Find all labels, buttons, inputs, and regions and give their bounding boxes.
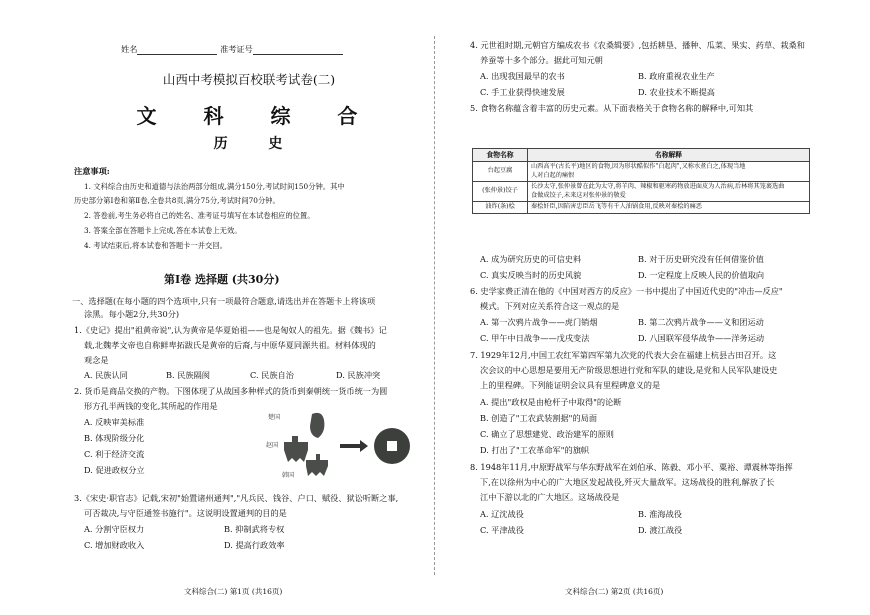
table-header: 食物名称 (473, 149, 528, 162)
q6-option-c: C. 甲午中日战争——戊戌变法 (480, 333, 590, 343)
food-name: 油炸(条)桧 (473, 202, 528, 214)
coin-label-han: 韩国 (282, 472, 295, 479)
page-divider (434, 36, 435, 575)
q3-option-c: C. 增加财政收入 (84, 540, 145, 550)
q3-option-d: D. 提高行政效率 (224, 540, 285, 550)
student-info (121, 44, 343, 55)
food-desc-line: 长沙太守,张仲景曾在此为太守,将羊肉、辣椒和驱寒药物放进面皮为人治病,后林将其笼裹选曲 (531, 183, 785, 190)
exam-no-underline (253, 46, 343, 55)
q1-stem: 载,北魏孝文帝也自称鲜卑拓跋氏是黄帝的后裔,与中原华夏同源共祖。材料体现的 (84, 340, 376, 350)
food-desc-line: 人对白起的痛恨 (531, 171, 575, 179)
q2-stem: 2. 货币是商品交换的产物。下图体现了从战国多种样式的货币到秦朝统一货币统一为圆 (74, 386, 388, 396)
q2-option-b: B. 体现阶级分化 (84, 433, 145, 443)
q8-option-a: A. 辽沈战役 (480, 509, 524, 519)
chu-ant-nose-coin-icon (310, 413, 324, 438)
q7-option-a: A. 提出"政权是由枪杆子中取得"的论断 (480, 397, 622, 407)
q8-option-d: D. 渡江战役 (638, 525, 683, 535)
q1-option-d: D. 民族冲突 (336, 370, 381, 380)
q2-option-d: D. 促进政权分立 (84, 465, 145, 475)
q7-stem: 7. 1929年12月,中国工农红军第四军第九次党的代表大会在福建上杭县古田召开。这 (470, 350, 777, 360)
food-desc-line: 秦桧奸臣,因陷害忠臣岳飞等有千人油锅食用,反映对秦桧的痛恶 (531, 203, 702, 210)
coin-figure (264, 408, 414, 478)
note-line: 1. 文科综合由历史和道德与法治两部分组成,满分150分,考试时间150分钟。其中 (84, 182, 345, 191)
q4-option-d: D. 农业技术不断提高 (638, 87, 715, 97)
right-page (470, 0, 810, 615)
note-line: 历史部分第Ⅰ卷和第Ⅱ卷,全卷共8页,满分75分,考试时间70分钟。 (74, 196, 280, 205)
q7-stem: 次会议的中心思想是要用无产阶级思想进行党和军队的建设,是党和人民军队建设史 (480, 365, 778, 375)
name-underline (137, 46, 217, 55)
q3-option-a: A. 分割守臣权力 (84, 524, 145, 534)
food-desc (528, 182, 810, 202)
q5-option-d: D. 一定程度上反映人民的价值取向 (638, 270, 765, 280)
exam-title: 山西中考模拟百校联考试卷(二) (162, 72, 336, 87)
q7-option-d: D. 打出了"工农革命军"的旗帜 (480, 445, 590, 455)
q6-option-b: B. 第二次鸦片战争——义和团运动 (638, 317, 764, 327)
q5-option-b: B. 对于历史研究没有任何借鉴价值 (638, 254, 764, 264)
table-row (473, 182, 810, 202)
food-name: 台起豆腐 (473, 162, 528, 182)
q6-option-d: D. 八国联军侵华战争——洋务运动 (638, 333, 765, 343)
q8-stem: 江中下游以北的广大地区。这场战役是 (480, 492, 620, 502)
table-header: 名称解释 (528, 149, 810, 162)
q1-stem: 观念是 (84, 355, 109, 365)
q4-option-b: B. 政府重视农业生产 (638, 71, 715, 81)
coin-label-zhao: 赵国 (266, 442, 279, 449)
q5-option-a: A. 成为研究历史的可信史料 (480, 254, 582, 264)
table-row (473, 202, 810, 214)
name-label: 姓名 (121, 44, 138, 54)
q2-stem: 形方孔半两钱的变化,其所起的作用是 (84, 401, 218, 411)
q4-option-a: A. 出现我国最早的农书 (480, 71, 565, 81)
q2-option-a: A. 反映审美标准 (84, 417, 145, 427)
q5-option-c: C. 真实反映当时的历史风貌 (480, 270, 582, 280)
q6-option-a: A. 第一次鸦片战争——虎门销烟 (480, 317, 598, 327)
food-name: (张仲景)饺子 (473, 182, 528, 202)
q2-option-c: C. 利于经济交流 (84, 449, 145, 459)
q7-option-b: B. 创造了"工农武装割据"的局面 (480, 413, 598, 423)
q8-stem: 8. 1948年11月,中原野战军与华东野战军在刘伯承、陈毅、邓小平、粟裕、谭震林等指挥 (470, 462, 793, 472)
food-desc-line: 山西高平(古长平)地区的食物,因为形状酷似作"白起肉",又称水煮白之,体现当地 (531, 163, 746, 170)
q6-stem: 6. 史学家费正清在他的《中国对西方的反应》一书中提出了中国近代史的"冲击—反应" (470, 286, 783, 296)
note-line: 2. 答卷前,考生务必将自己的姓名、准考证号填写在本试卷相应的位置。 (84, 211, 315, 220)
q4-stem: 养蚕等十多个部分。据此可知元朝 (480, 55, 603, 65)
q3-stem: 可否裁决,与守臣通签书施行"。这说明设置通判的目的是 (84, 508, 287, 518)
section-title: 第Ⅰ卷 选择题 (共30分) (164, 273, 280, 286)
q4-stem: 4. 元世祖时期,元朝官方编成农书《农桑辑要》,包括耕垦、播种、瓜菜、果实、药草、栽桑和 (470, 40, 805, 50)
ban-liang-coin-icon (374, 428, 410, 464)
q8-option-b: B. 淮海战役 (638, 509, 682, 519)
history-title: 历 史 (213, 136, 301, 152)
subject-title: 文 科 综 合 (136, 104, 378, 128)
q8-stem: 下,在以徐州为中心的广大地区发起战役,歼灭大量敌军。这场战役的胜利,解放了长 (480, 477, 775, 487)
q1-option-a: A. 民族认同 (84, 370, 128, 380)
footer-right: 文科综合(二) 第2页 (共16页) (565, 587, 664, 596)
food-desc-line: 食做成饺子,未来这对张仲景的敬爱 (531, 191, 626, 199)
q8-option-c: C. 平津战役 (480, 525, 524, 535)
q4-option-c: C. 手工业获得快速发展 (480, 87, 565, 97)
q1-stem: 1.《史记》提出"祖黄帝说",认为黄帝是华夏始祖——也是匈奴人的祖先。据《魏书》记 (74, 325, 387, 335)
q5-stem: 5. 食物名称蕴含着丰富的历史元素。从下面表格关于食物名称的解释中,可知其 (470, 103, 754, 113)
q6-stem: 模式。下列对应关系符合这一观点的是 (480, 301, 620, 311)
food-table (472, 148, 810, 214)
food-desc (528, 162, 810, 182)
coin-label-chu: 楚国 (268, 414, 281, 421)
coin-images (264, 408, 414, 480)
q1-option-c: C. 民族自治 (250, 370, 294, 380)
table-row (473, 162, 810, 182)
section-instr: 一、选择题(在每小题的四个选项中,只有一项最符合题意,请选出并在答题卡上将该项 (72, 296, 376, 306)
notes-heading: 注意事项: (74, 166, 110, 176)
note-line: 4. 考试结束后,将本试卷和答题卡一并交回。 (84, 241, 227, 250)
q1-option-b: B. 民族隔阂 (166, 370, 210, 380)
q7-option-c: C. 确立了思想建党、政治建军的原则 (480, 429, 614, 439)
section-instr: 涂黑。每小题2分,共30分) (84, 309, 180, 319)
food-desc (528, 202, 810, 214)
footer-left: 文科综合(二) 第1页 (共16页) (184, 587, 283, 596)
q7-stem: 上的里程碑。下列能证明会议具有里程碑意义的是 (480, 380, 661, 390)
q3-stem: 3.《宋史·职官志》记载,宋初"始置诸州通判","凡兵民、钱谷、户口、赋役、狱讼听断之事, (74, 493, 399, 503)
exam-no-label: 准考证号 (220, 44, 253, 54)
left-page (74, 0, 424, 615)
note-line: 3. 答案全部在答题卡上完成,答在本试卷上无效。 (84, 226, 242, 235)
table-header-row (473, 149, 810, 162)
arrow-icon (340, 440, 368, 452)
han-spade-coin-icon (306, 454, 328, 476)
q3-option-b: B. 抑制武将专权 (224, 524, 285, 534)
zhao-spade-coin-icon (284, 436, 308, 462)
